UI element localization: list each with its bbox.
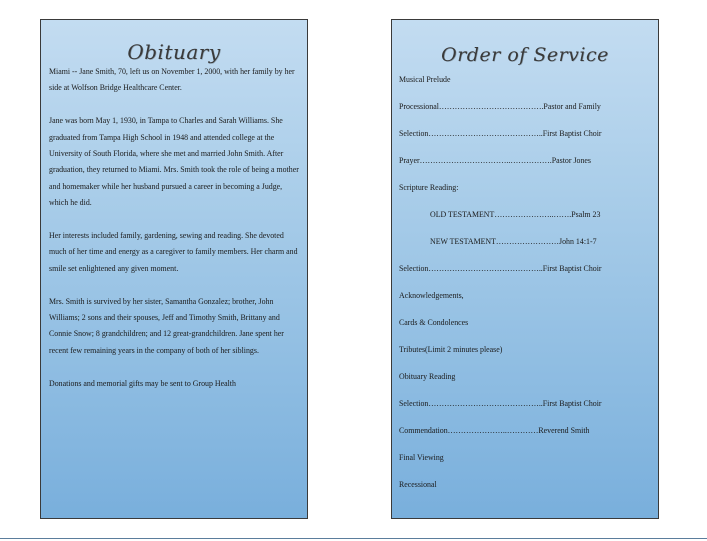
obituary-paragraph: Her interests included family, gardening, sewing and reading. She devoted much of her time and energy as a caregiver to family members. Her charm and smile set enlightened any given moment. [49,231,298,273]
service-list [392,72,658,506]
order-of-service-panel [391,19,659,519]
service-item: Selection……………………………………..First Baptist Choir [399,399,602,408]
service-item: Prayer……………………………..…………….Pastor Jones [399,156,591,165]
service-item: Commendation…………………..…………Reverend Smith [399,426,590,435]
service-item: Final Viewing [399,453,444,462]
service-item: Scripture Reading: [399,183,459,192]
service-item: Musical Prelude [399,75,451,84]
service-item: NEW TESTAMENT……………………John 14:1-7 [430,237,597,246]
service-item: Acknowledgements, [399,291,464,300]
service-item: Processional………………………………….Pastor and Family [399,102,601,111]
order-of-service-title: Order of Service [441,44,609,66]
obituary-paragraph: Donations and memorial gifts may be sent to Group Health [49,378,236,388]
service-item: OLD TESTAMENT…………………..…….Psalm 23 [430,210,601,219]
service-item: Obituary Reading [399,372,456,381]
page-bottom-rule [0,538,707,539]
obituary-paragraph: Mrs. Smith is survived by her sister, Samantha Gonzalez; brother, John Williams; 2 sons and their spouses, Jeff and Timothy Smith, Brittany and Connie Snow; 8 grandchildren; and 12 great-grandchildren. Jane spent her recent few remaining years in the company of both of her siblings. [49,296,284,355]
service-item: Cards & Condolences [399,318,469,327]
obituary-paragraph: Miami -- Jane Smith, 70, left us on November 1, 2000, with her family by her side at Wolfson Bridge Healthcare Center. [49,67,295,93]
obituary-title: Obituary [127,40,221,64]
service-item: Selection……………………………………..First Baptist Choir [399,264,602,273]
obituary-body [41,64,307,392]
service-item: Selection……………………………………..First Baptist Choir [399,129,602,138]
obituary-panel [40,19,308,519]
service-item: Recessional [399,480,437,489]
obituary-paragraph: Jane was born May 1, 1930, in Tampa to Charles and Sarah Williams. She graduated from Tampa High School in 1948 and attended college at the University of South Florida, where she met and married John Smith. After graduation, they returned to Miami. Mrs. Smith took the role of being a mother and homemaker while her husband pursued a career in becoming a Judge, which he did. [49,116,299,208]
service-item: Tributes(Limit 2 minutes please) [399,345,503,354]
